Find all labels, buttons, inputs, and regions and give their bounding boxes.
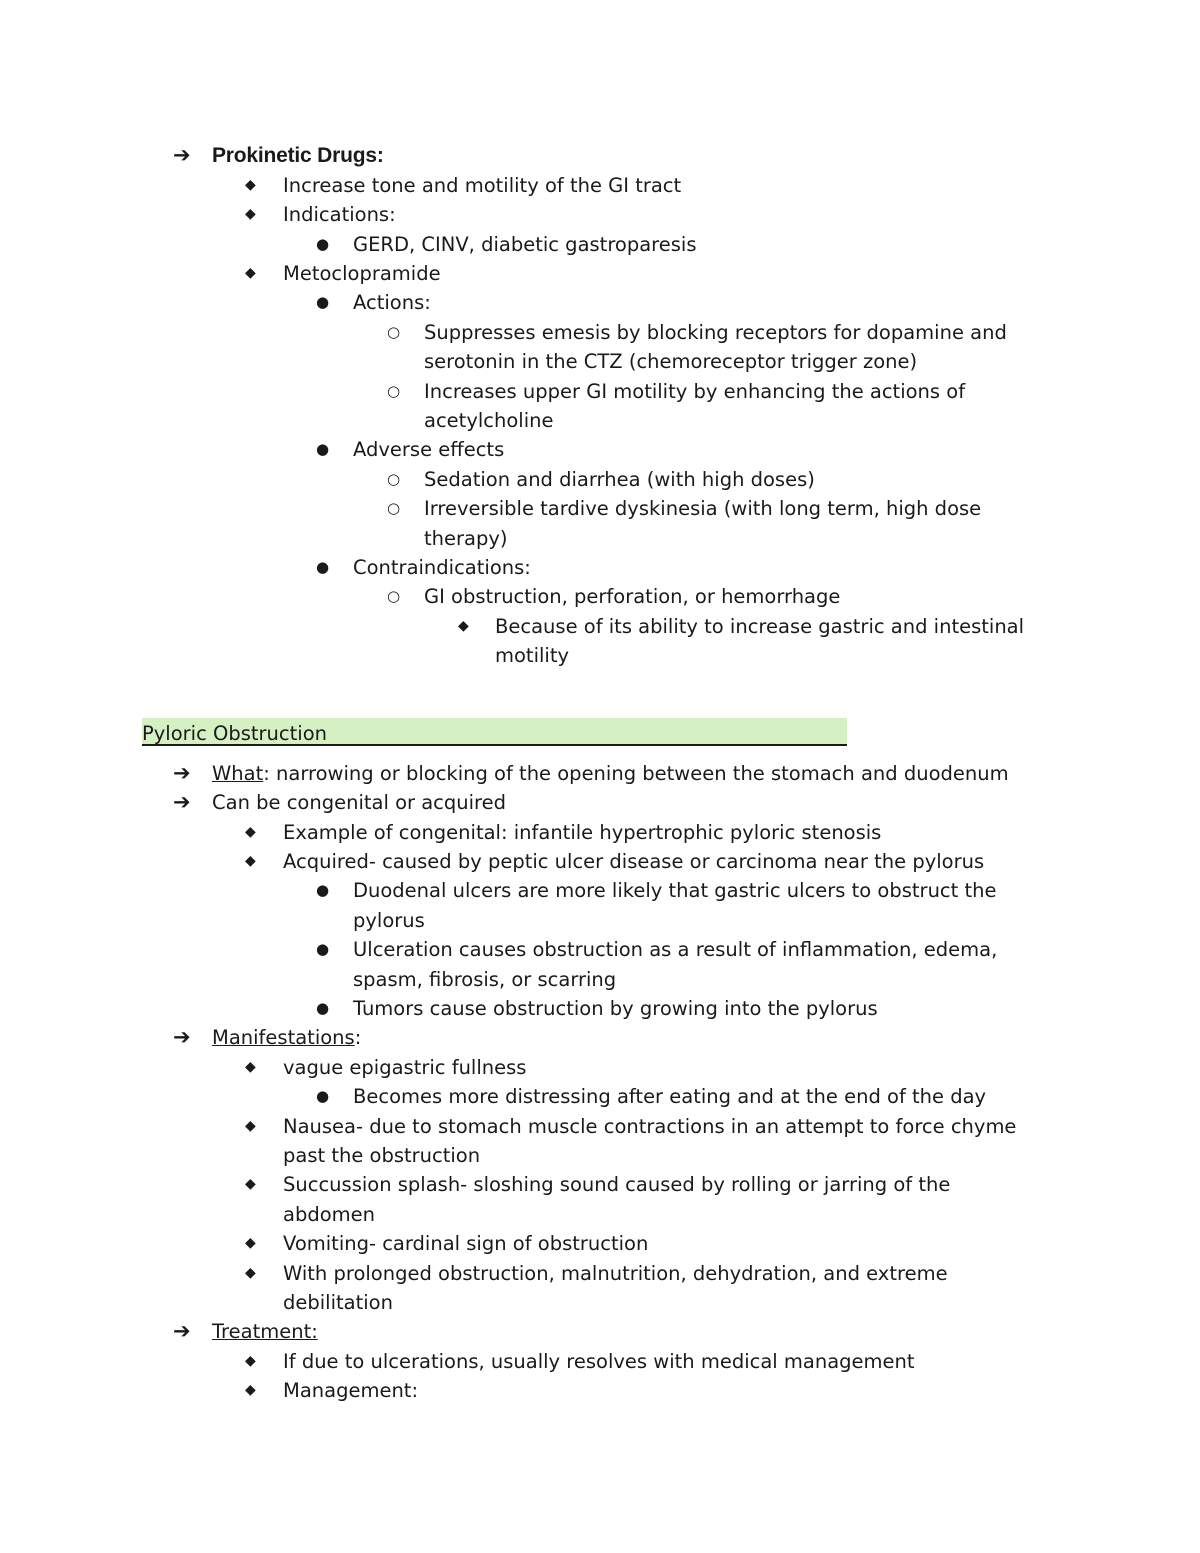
diamond-icon: ◆	[458, 618, 469, 634]
list-item: ◆ If due to ulcerations, usually resolves with medical management	[0, 1347, 1200, 1377]
list-item: ◆ With prolonged obstruction, malnutrition, dehydration, and extreme	[0, 1259, 1200, 1289]
list-item-continuation: serotonin in the CTZ (chemoreceptor trigger zone)	[424, 350, 918, 373]
bullet-icon: ●	[316, 999, 330, 1017]
label: Manifestations	[212, 1026, 355, 1049]
list-item: ○ Suppresses emesis by blocking receptors for dopamine and	[0, 318, 1200, 348]
list-item-continuation: past the obstruction	[283, 1144, 481, 1167]
section-title: Prokinetic Drugs:	[212, 144, 384, 167]
circle-outline-icon: ○	[387, 499, 401, 517]
list-item: ◆ Because of its ability to increase gastric and intestinal	[0, 612, 1200, 642]
list-item: ○ Sedation and diarrhea (with high doses)	[0, 465, 1200, 495]
label: What	[212, 762, 264, 785]
list-item: ○ Irreversible tardive dyskinesia (with long term, high dose	[0, 494, 1200, 524]
arrow-right-icon: ➔	[173, 1025, 191, 1049]
diamond-icon: ◆	[245, 853, 256, 869]
diamond-icon: ◆	[245, 265, 256, 281]
diamond-icon: ◆	[245, 1353, 256, 1369]
arrow-right-icon: ➔	[173, 1319, 191, 1343]
circle-outline-icon: ○	[387, 587, 401, 605]
list-item: ● Tumors cause obstruction by growing into the pylorus	[0, 994, 1200, 1024]
bullet-icon: ●	[316, 940, 330, 958]
list-item: ◆ Succussion splash- sloshing sound caused by rolling or jarring of the	[0, 1170, 1200, 1200]
bullet-icon: ●	[316, 1087, 330, 1105]
diamond-icon: ◆	[245, 1235, 256, 1251]
diamond-icon: ◆	[245, 1265, 256, 1281]
diamond-icon: ◆	[245, 206, 256, 222]
arrow-right-icon: ➔	[173, 143, 191, 167]
circle-outline-icon: ○	[387, 470, 401, 488]
list-item: ◆ Increase tone and motility of the GI tract	[0, 171, 1200, 201]
list-item: ◆ Example of congenital: infantile hypertrophic pyloric stenosis	[0, 818, 1200, 848]
list-item: ➔ What: narrowing or blocking of the opening between the stomach and duodenum	[0, 759, 1200, 789]
list-item-continuation: spasm, fibrosis, or scarring	[353, 968, 617, 991]
list-item: ● Becomes more distressing after eating and at the end of the day	[0, 1082, 1200, 1112]
list-item-continuation: acetylcholine	[424, 409, 554, 432]
arrow-right-icon: ➔	[173, 790, 191, 814]
circle-outline-icon: ○	[387, 382, 401, 400]
list-item: ◆ Management:	[0, 1376, 1200, 1406]
circle-outline-icon: ○	[387, 323, 401, 341]
list-item: ● GERD, CINV, diabetic gastroparesis	[0, 230, 1200, 260]
label: Treatment:	[212, 1320, 318, 1343]
list-item: ● Duodenal ulcers are more likely that gastric ulcers to obstruct the	[0, 876, 1200, 906]
bullet-icon: ●	[316, 440, 330, 458]
bullet-icon: ●	[316, 235, 330, 253]
list-item: ◆ Vomiting- cardinal sign of obstruction	[0, 1229, 1200, 1259]
list-item: ● Adverse effects	[0, 435, 1200, 465]
section-heading: Pyloric Obstruction	[142, 718, 847, 746]
list-item: ○ GI obstruction, perforation, or hemorrhage	[0, 582, 1200, 612]
list-item: ◆ Acquired- caused by peptic ulcer disease or carcinoma near the pylorus	[0, 847, 1200, 877]
list-item-continuation: therapy)	[424, 527, 508, 550]
list-item: ◆ vague epigastric fullness	[0, 1053, 1200, 1083]
diamond-icon: ◆	[245, 177, 256, 193]
list-item: ○ Increases upper GI motility by enhancing the actions of	[0, 377, 1200, 407]
diamond-icon: ◆	[245, 1118, 256, 1134]
list-item-continuation: abdomen	[283, 1203, 375, 1226]
bullet-icon: ●	[316, 558, 330, 576]
arrow-right-icon: ➔	[173, 761, 191, 785]
list-item	[0, 1317, 1200, 1347]
list-item: ◆ Indications:	[0, 200, 1200, 230]
list-item	[0, 141, 1200, 171]
bullet-icon: ●	[316, 881, 330, 899]
list-item-continuation: pylorus	[353, 909, 425, 932]
diamond-icon: ◆	[245, 824, 256, 840]
list-item-continuation: motility	[495, 644, 570, 667]
diamond-icon: ◆	[245, 1059, 256, 1075]
list-item-continuation: debilitation	[283, 1291, 393, 1314]
list-item: ● Actions:	[0, 288, 1200, 318]
list-item: ◆ Nausea- due to stomach muscle contractions in an attempt to force chyme	[0, 1112, 1200, 1142]
diamond-icon: ◆	[245, 1176, 256, 1192]
list-item: ◆ Metoclopramide	[0, 259, 1200, 289]
diamond-icon: ◆	[245, 1382, 256, 1398]
list-item: ● Contraindications:	[0, 553, 1200, 583]
list-item: ➔ Manifestations:	[0, 1023, 1200, 1053]
list-item: ➔ Can be congenital or acquired	[0, 788, 1200, 818]
list-item: ● Ulceration causes obstruction as a result of inflammation, edema,	[0, 935, 1200, 965]
bullet-icon: ●	[316, 293, 330, 311]
